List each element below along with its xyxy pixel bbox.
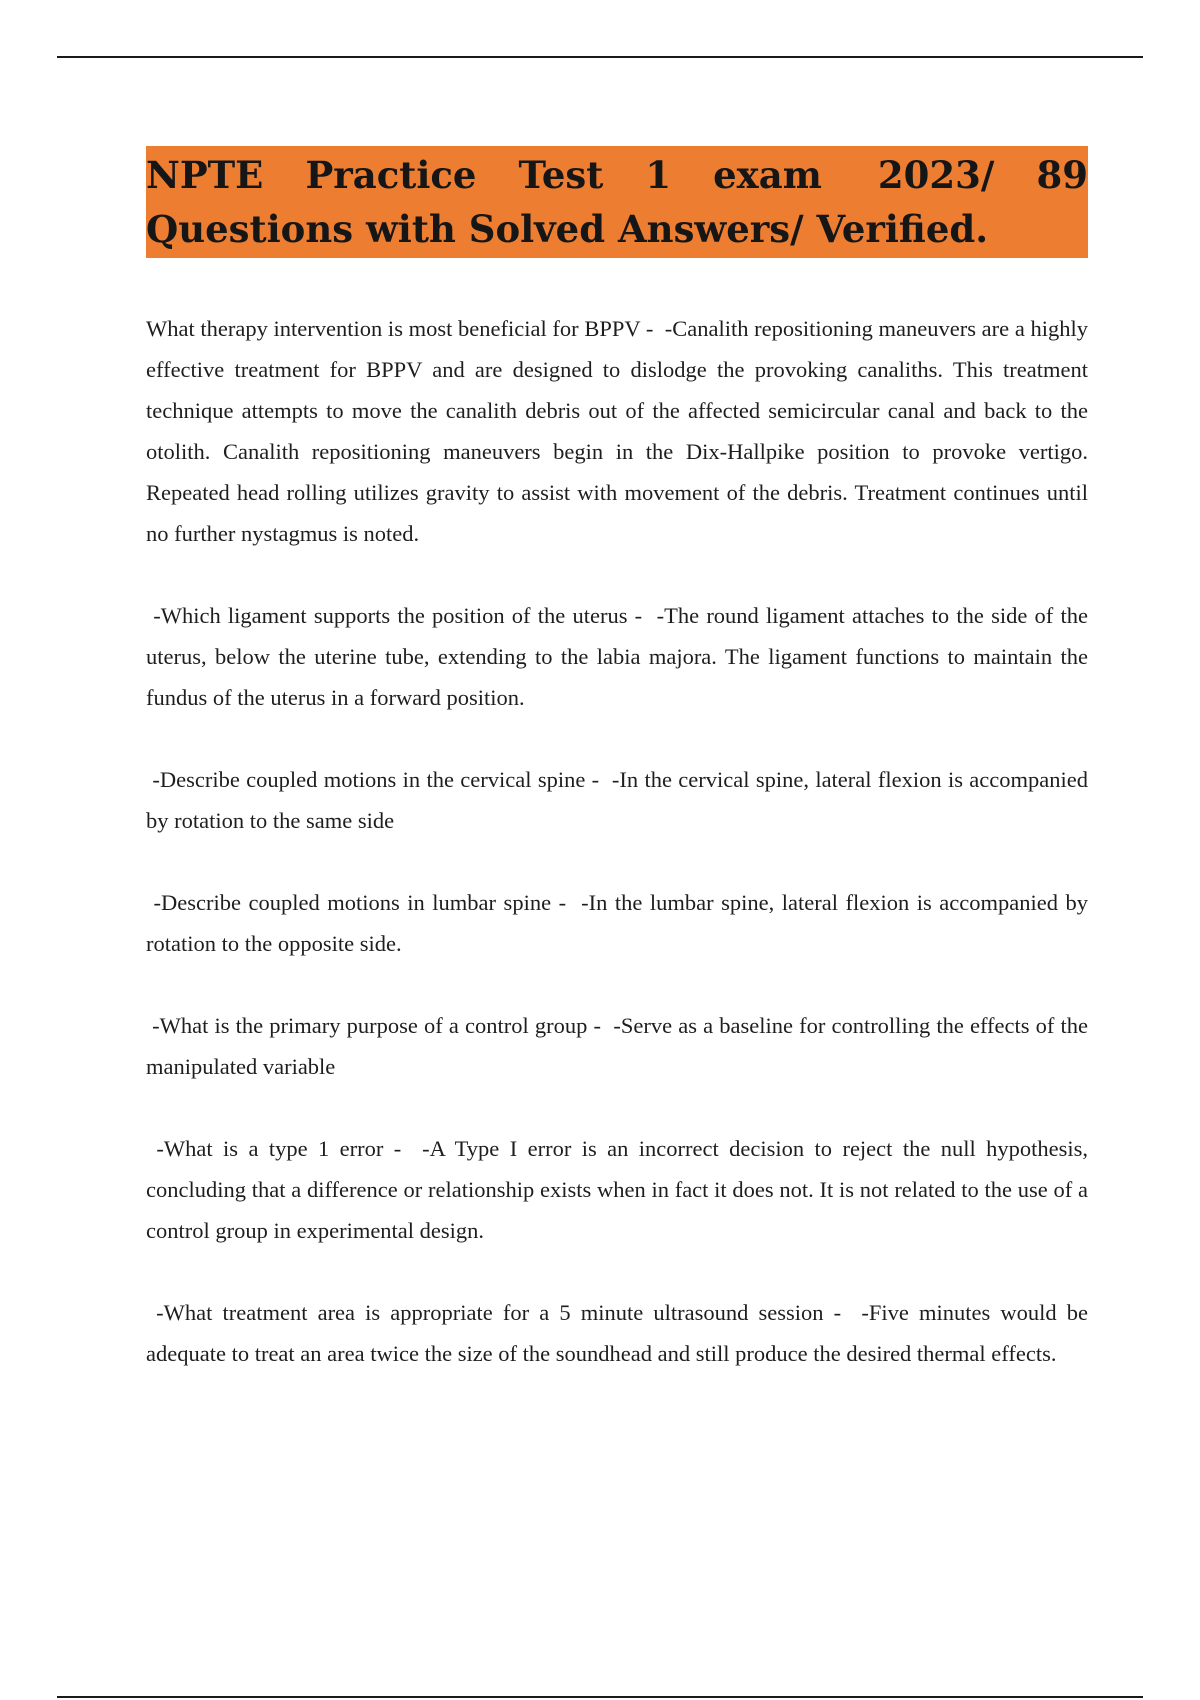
question-text: -What is a type 1 error - — [156, 1136, 402, 1161]
answer-text: -Canalith repositioning maneuvers are a highly effective treatment for BPPV and are designed to dislodge the provoking canaliths. This treatment technique attempts to move the canalith debris out of the affected semicircular canal and back to the otolith. Canalith repositioning maneuvers begin in the Dix-Hallpike position to provoke vertigo. Repeated head rolling utilizes gravity to assist with movement of the debris. Treatment continues until no further nystagmus is noted. — [146, 316, 1088, 546]
title-word: 1 — [645, 153, 672, 197]
question-text: -What treatment area is appropriate for a 5 minute ultrasound session - — [156, 1300, 842, 1325]
answer-text: -In the cervical spine, lateral flexion is accompanied by rotation to the same side — [146, 767, 1088, 833]
title-line-2: Questions with Solved Answers/ Verified. — [146, 207, 989, 251]
title-word: 2023/ — [877, 153, 995, 197]
title-word: Practice — [305, 153, 477, 197]
title-highlight — [146, 146, 1088, 258]
question-text: -What is the primary purpose of a control group - — [152, 1013, 602, 1038]
question-text: -Describe coupled motions in the cervical spine - — [152, 767, 600, 792]
answer-text: -Serve as a baseline for controlling the effects of the manipulated variable — [146, 1013, 1089, 1079]
qa-item — [146, 759, 1088, 841]
title-word: Test — [518, 153, 604, 197]
answer-text: -The round ligament attaches to the side of the uterus, below the uterine tube, extending to the labia majora. The ligament functions to maintain the fundus of the uterus in a forward position. — [146, 603, 1089, 710]
question-text: What therapy intervention is most beneficial for BPPV - — [146, 316, 654, 341]
question-text: -Which ligament supports the position of the uterus - — [153, 603, 643, 628]
title-line-1 — [146, 148, 1088, 202]
qa-item — [146, 595, 1088, 718]
qa-item — [146, 308, 1088, 554]
qa-item — [146, 1292, 1088, 1374]
title-word: exam — [713, 153, 822, 197]
document-page — [146, 146, 1088, 1374]
qa-item — [146, 882, 1088, 964]
answer-text: -In the lumbar spine, lateral flexion is accompanied by rotation to the opposite side. — [146, 890, 1089, 956]
answer-text: -Five minutes would be adequate to treat an area twice the size of the soundhead and still produce the desired thermal effects. — [146, 1300, 1089, 1366]
title-word: NPTE — [146, 153, 264, 197]
footer-rule — [57, 1696, 1143, 1698]
question-text: -Describe coupled motions in lumbar spine - — [153, 890, 567, 915]
qa-item — [146, 1005, 1088, 1087]
answer-text: -A Type I error is an incorrect decision to reject the null hypothesis, concluding that a difference or relationship exists when in fact it does not. It is not related to the use of a control group in experimental design. — [146, 1136, 1089, 1243]
header-rule — [57, 56, 1143, 58]
qa-item — [146, 1128, 1088, 1251]
title-word: 89 — [1036, 153, 1088, 197]
